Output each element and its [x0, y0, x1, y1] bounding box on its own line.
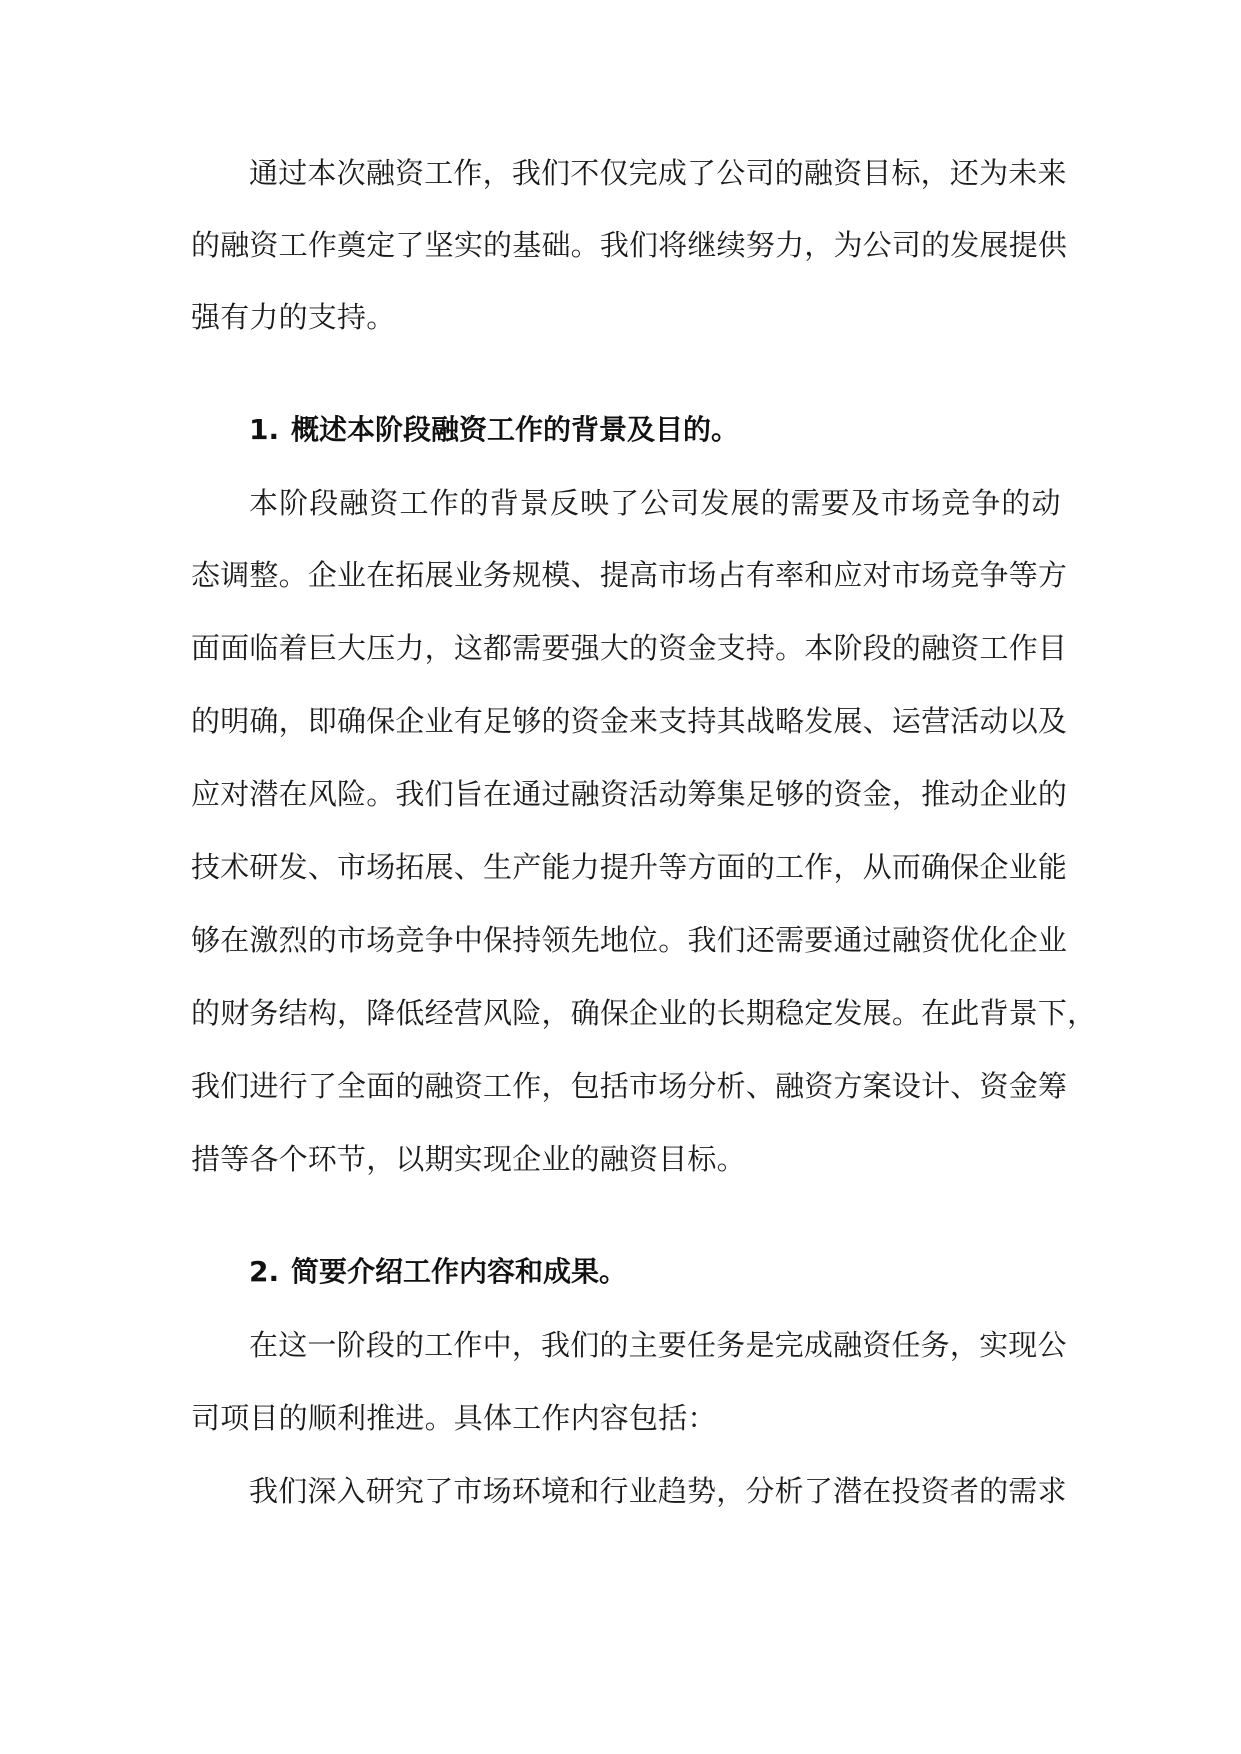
section-1-heading: [249, 412, 739, 448]
section-1-line-2: 态 调 整 。 企 业 在 拓 展 业 务 规 模 、 提 高 市 场 占 有 率 和 应 对 市 场 竞 争 等 方: [191, 558, 1068, 592]
section-1-line-1: 本 阶 段 融 资 工 作 的 背 景 反 映 了 公 司 发 展 的 需 要 及 市 场 竞 争 的 动: [249, 486, 1061, 520]
section-2-number: 2.: [249, 1255, 280, 1288]
section-1-number: 1.: [249, 413, 280, 446]
section-1-line-5: 应 对 潜 在 风 险 。 我 们 旨 在 通 过 融 资 活 动 筹 集 足 够 的 资 金 ， 推 动 企 业 的: [191, 777, 1068, 811]
section-2-title: 简要介绍工作内容和成果。: [291, 1255, 628, 1288]
intro-line-1: 通 过 本 次 融 资 工 作 ， 我 们 不 仅 完 成 了 公 司 的 融 资 目 标 ， 还 为 未 来: [249, 156, 1067, 190]
section-1-line-6: 技 术 研 发 、 市 场 拓 展 、 生 产 能 力 提 升 等 方 面 的 工 作 ， 从 而 确 保 企 业 能: [191, 850, 1068, 884]
section-2-p2-line-1: 我 们 深 入 研 究 了 市 场 环 境 和 行 业 趋 势 ， 分 析 了 潜 在 投 资 者 的 需 求: [249, 1474, 1067, 1508]
section-1-title: 概述本阶段融资工作的背景及目的。: [291, 413, 740, 446]
section-1-line-8: 的 财 务 结 构 ， 降 低 经 营 风 险 ， 确 保 企 业 的 长 期 稳 定 发 展 。 在 此 背 景 下 ，: [191, 996, 1097, 1030]
section-1-line-7: 够 在 激 烈 的 市 场 竞 争 中 保 持 领 先 地 位 。 我 们 还 需 要 通 过 融 资 优 化 企 业: [191, 923, 1068, 957]
section-1-line-9: 我 们 进 行 了 全 面 的 融 资 工 作 ， 包 括 市 场 分 析 、 融 资 方 案 设 计 、 资 金 筹: [191, 1069, 1068, 1103]
section-2-heading: [249, 1254, 627, 1290]
section-1-line-3: 面 面 临 着 巨 大 压 力 ， 这 都 需 要 强 大 的 资 金 支 持 。 本 阶 段 的 融 资 工 作 目: [191, 631, 1068, 665]
section-1-line-10: 措等各个环节，以期实现企业的融资目标。: [191, 1142, 746, 1176]
section-2-p1-line-1: 在 这 一 阶 段 的 工 作 中 ， 我 们 的 主 要 任 务 是 完 成 融 资 任 务 ， 实 现 公: [249, 1328, 1067, 1362]
intro-line-2: 的 融 资 工 作 奠 定 了 坚 实 的 基 础 。 我 们 将 继 续 努 力 ， 为 公 司 的 发 展 提 供: [191, 228, 1068, 262]
section-2-p1-line-2: 司项目的顺利推进。具体工作内容包括：: [191, 1401, 717, 1435]
intro-line-3: 强有力的支持。: [191, 300, 396, 334]
section-1-line-4: 的 明 确 ， 即 确 保 企 业 有 足 够 的 资 金 来 支 持 其 战 略 发 展 、 运 营 活 动 以 及: [191, 704, 1068, 738]
